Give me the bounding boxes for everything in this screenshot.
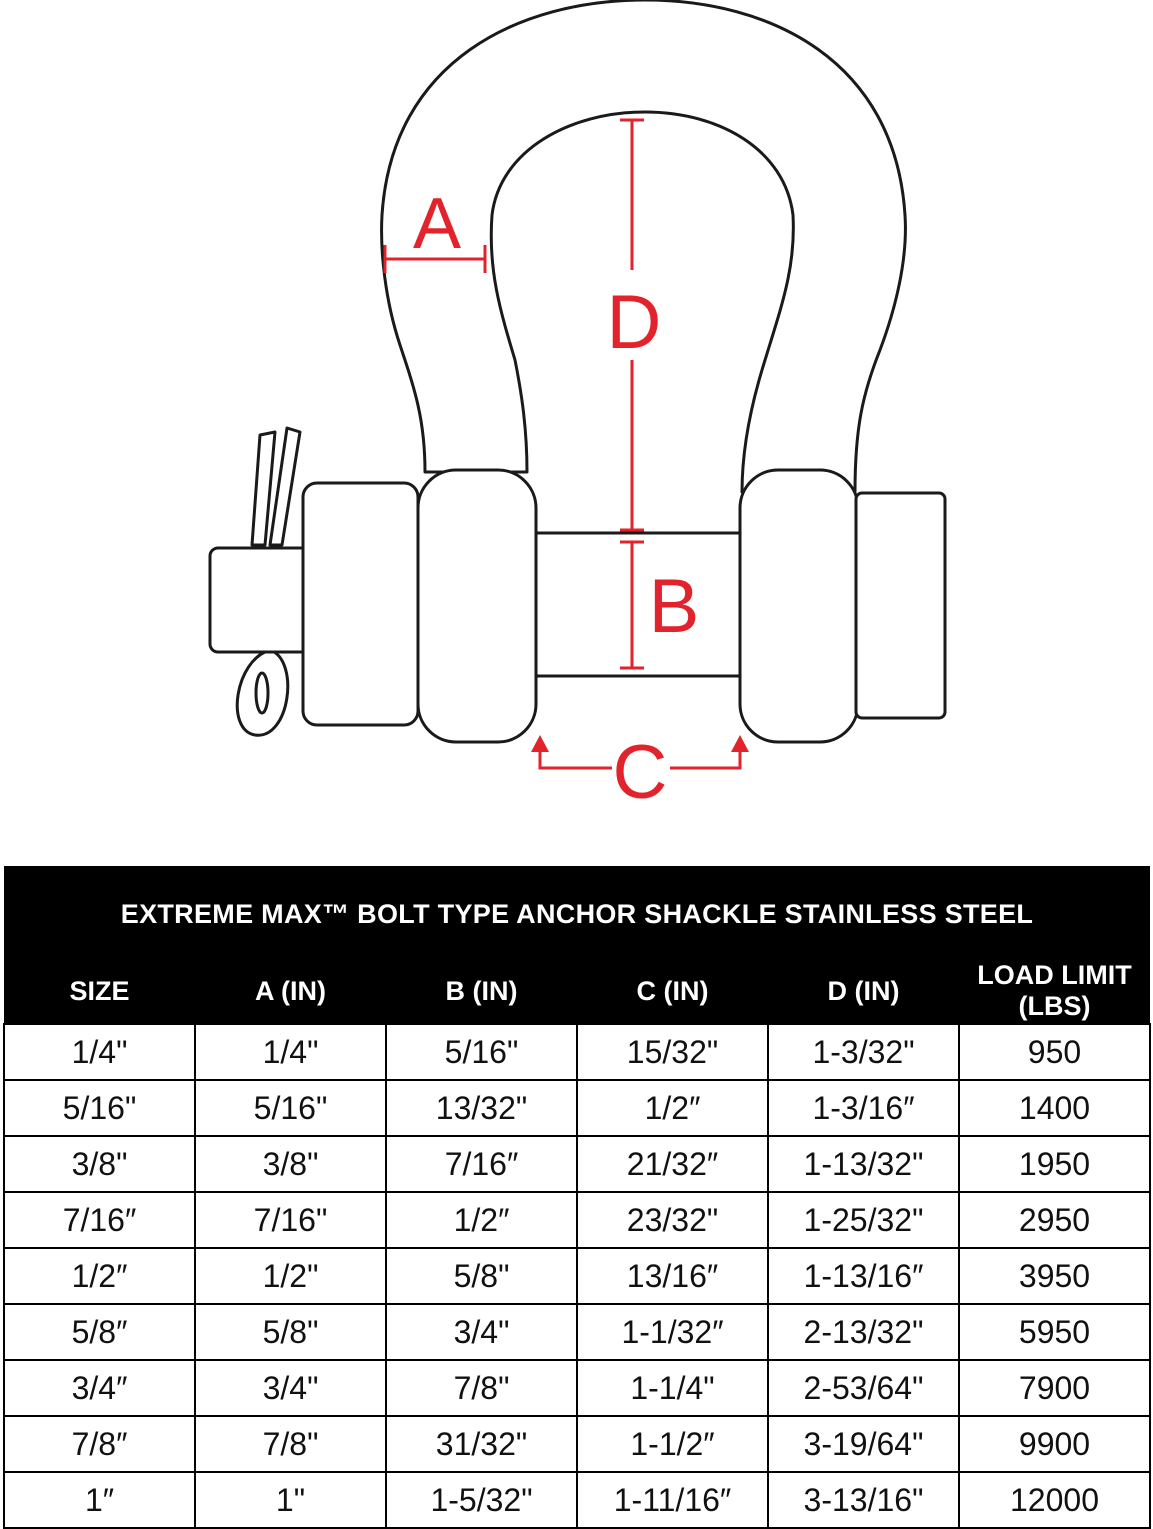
table-row — [4, 1472, 1150, 1528]
column-header-d: D (IN) — [768, 959, 959, 1024]
cell-c: 1-1/2″ — [577, 1416, 768, 1472]
dimension-d-label: D — [606, 280, 662, 365]
column-header-c: C (IN) — [577, 959, 768, 1024]
table-row — [4, 1024, 1150, 1080]
cell-load-limit: 7900 — [959, 1360, 1150, 1416]
table-row — [4, 1192, 1150, 1248]
table-row — [4, 1248, 1150, 1304]
shackle-ear-left — [418, 470, 536, 742]
cell-b: 5/8" — [386, 1248, 577, 1304]
cell-a: 1/4" — [195, 1024, 386, 1080]
cell-a: 5/16" — [195, 1080, 386, 1136]
cell-b: 7/16″ — [386, 1136, 577, 1192]
cell-size: 7/16″ — [4, 1192, 195, 1248]
shackle-spec-table — [3, 866, 1151, 1529]
cell-c: 13/16″ — [577, 1248, 768, 1304]
cell-load-limit: 9900 — [959, 1416, 1150, 1472]
cell-c: 1/2″ — [577, 1080, 768, 1136]
cell-a: 3/8" — [195, 1136, 386, 1192]
column-header-load-limit: LOAD LIMIT (LBS) — [959, 959, 1150, 1024]
cell-size: 1/4" — [4, 1024, 195, 1080]
bolt-nut — [303, 483, 418, 725]
cell-c: 21/32″ — [577, 1136, 768, 1192]
column-header-b: B (IN) — [386, 959, 577, 1024]
cell-a: 5/8" — [195, 1304, 386, 1360]
cell-size: 5/8″ — [4, 1304, 195, 1360]
cotter-pin-hole — [256, 673, 268, 713]
dimension-c-arrow-right — [670, 745, 740, 768]
cell-a: 1/2" — [195, 1248, 386, 1304]
cell-b: 5/16" — [386, 1024, 577, 1080]
cell-d: 1-13/32" — [768, 1136, 959, 1192]
cell-a: 1" — [195, 1472, 386, 1528]
cell-b: 31/32" — [386, 1416, 577, 1472]
cell-load-limit: 2950 — [959, 1192, 1150, 1248]
cell-d: 3-13/16" — [768, 1472, 959, 1528]
cell-d: 1-3/32" — [768, 1024, 959, 1080]
bolt-head — [856, 493, 945, 718]
cell-size: 7/8″ — [4, 1416, 195, 1472]
cell-c: 15/32" — [577, 1024, 768, 1080]
dimension-b-label: B — [648, 564, 700, 649]
cell-size: 1/2″ — [4, 1248, 195, 1304]
table-row — [4, 1080, 1150, 1136]
cell-c: 23/32" — [577, 1192, 768, 1248]
cell-b: 13/32" — [386, 1080, 577, 1136]
cell-b: 1-5/32" — [386, 1472, 577, 1528]
cell-load-limit: 3950 — [959, 1248, 1150, 1304]
cell-c: 1-1/32″ — [577, 1304, 768, 1360]
cell-d: 2-53/64" — [768, 1360, 959, 1416]
table-row — [4, 1360, 1150, 1416]
dimension-a-label: A — [412, 184, 462, 264]
cell-b: 1/2″ — [386, 1192, 577, 1248]
cell-size: 3/8" — [4, 1136, 195, 1192]
shackle-ear-right — [740, 470, 858, 742]
cell-load-limit: 12000 — [959, 1472, 1150, 1528]
cell-load-limit: 1400 — [959, 1080, 1150, 1136]
table-title: EXTREME MAX™ BOLT TYPE ANCHOR SHACKLE STAINLESS STEEL — [4, 866, 1150, 959]
cell-d: 2-13/32" — [768, 1304, 959, 1360]
cell-size: 1″ — [4, 1472, 195, 1528]
column-header-size: SIZE — [4, 959, 195, 1024]
table-row — [4, 1416, 1150, 1472]
table-header-row — [4, 959, 1150, 1024]
cell-size: 5/16" — [4, 1080, 195, 1136]
dimension-c-label: C — [612, 730, 668, 815]
table-row — [4, 1136, 1150, 1192]
cell-c: 1-11/16″ — [577, 1472, 768, 1528]
table-row — [4, 1304, 1150, 1360]
bolt-shaft — [536, 533, 742, 676]
cell-d: 1-13/16″ — [768, 1248, 959, 1304]
cell-b: 7/8" — [386, 1360, 577, 1416]
column-header-a: A (IN) — [195, 959, 386, 1024]
bolt-tip — [210, 548, 312, 652]
cell-a: 3/4" — [195, 1360, 386, 1416]
cell-b: 3/4" — [386, 1304, 577, 1360]
cell-d: 3-19/64" — [768, 1416, 959, 1472]
cell-load-limit: 1950 — [959, 1136, 1150, 1192]
cell-d: 1-3/16″ — [768, 1080, 959, 1136]
cell-load-limit: 5950 — [959, 1304, 1150, 1360]
cell-a: 7/16" — [195, 1192, 386, 1248]
cell-size: 3/4″ — [4, 1360, 195, 1416]
cell-d: 1-25/32" — [768, 1192, 959, 1248]
cell-c: 1-1/4" — [577, 1360, 768, 1416]
table-body — [4, 1024, 1150, 1528]
cell-a: 7/8" — [195, 1416, 386, 1472]
dimension-c-arrow-left — [540, 745, 612, 768]
cell-load-limit: 950 — [959, 1024, 1150, 1080]
